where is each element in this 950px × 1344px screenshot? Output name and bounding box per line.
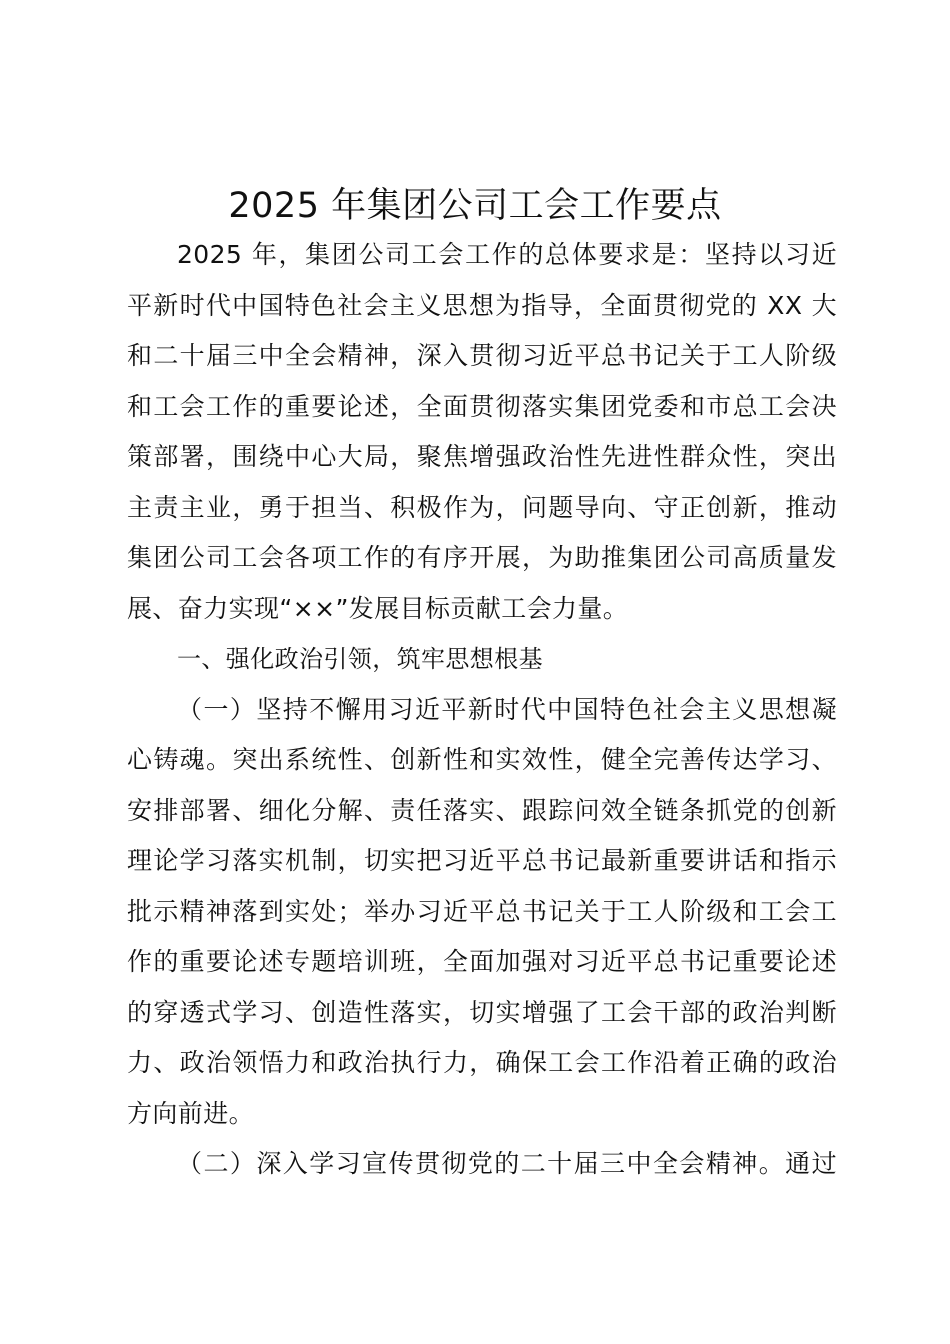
paragraph-line: 力、政治领悟力和政治执行力，确保工会工作沿着正确的政治	[127, 1048, 837, 1077]
paragraph-line: 集团公司工会各项工作的有序开展，为助推集团公司高质量发	[127, 543, 837, 572]
paragraph-line: 方向前进。	[127, 1098, 255, 1128]
paragraph-line: 批示精神落到实处；举办习近平总书记关于工人阶级和工会工	[127, 896, 837, 926]
paragraph-line: （二）深入学习宣传贯彻党的二十届三中全会精神。通过	[177, 1149, 837, 1178]
document-body	[127, 230, 837, 1190]
paragraph-line: 理论学习落实机制，切实把习近平总书记最新重要讲话和指示	[127, 846, 837, 875]
paragraph-line: 心铸魂。突出系统性、创新性和实效性，健全完善传达学习、	[127, 745, 837, 774]
paragraph-line: 的穿透式学习、创造性落实，切实增强了工会干部的政治判断	[127, 997, 837, 1027]
paragraph-line: 和工会工作的重要论述，全面贯彻落实集团党委和市总工会决	[127, 391, 837, 421]
paragraph-line: 作的重要论述专题培训班，全面加强对习近平总书记重要论述	[127, 947, 837, 976]
paragraph-line: 安排部署、细化分解、责任落实、跟踪问效全链条抓党的创新	[127, 795, 837, 825]
paragraph-line: 主责主业，勇于担当、积极作为，问题导向、守正创新，推动	[127, 492, 837, 522]
paragraph-line: 2025 年，集团公司工会工作的总体要求是：坚持以习近	[177, 240, 837, 269]
paragraph-line: 和二十届三中全会精神，深入贯彻习近平总书记关于工人阶级	[127, 341, 837, 370]
document-title: 2025 年集团公司工会工作要点	[228, 186, 722, 226]
paragraph-line: 平新时代中国特色社会主义思想为指导，全面贯彻党的 XX 大	[127, 290, 837, 320]
paragraph-line: 策部署，围绕中心大局，聚焦增强政治性先进性群众性，突出	[127, 442, 837, 471]
section-heading: 一、强化政治引领，筑牢思想根基	[177, 645, 543, 673]
paragraph-line: （一）坚持不懈用习近平新时代中国特色社会主义思想凝	[177, 694, 837, 724]
paragraph-line: 展、奋力实现“××”发展目标贡献工会力量。	[127, 593, 629, 623]
